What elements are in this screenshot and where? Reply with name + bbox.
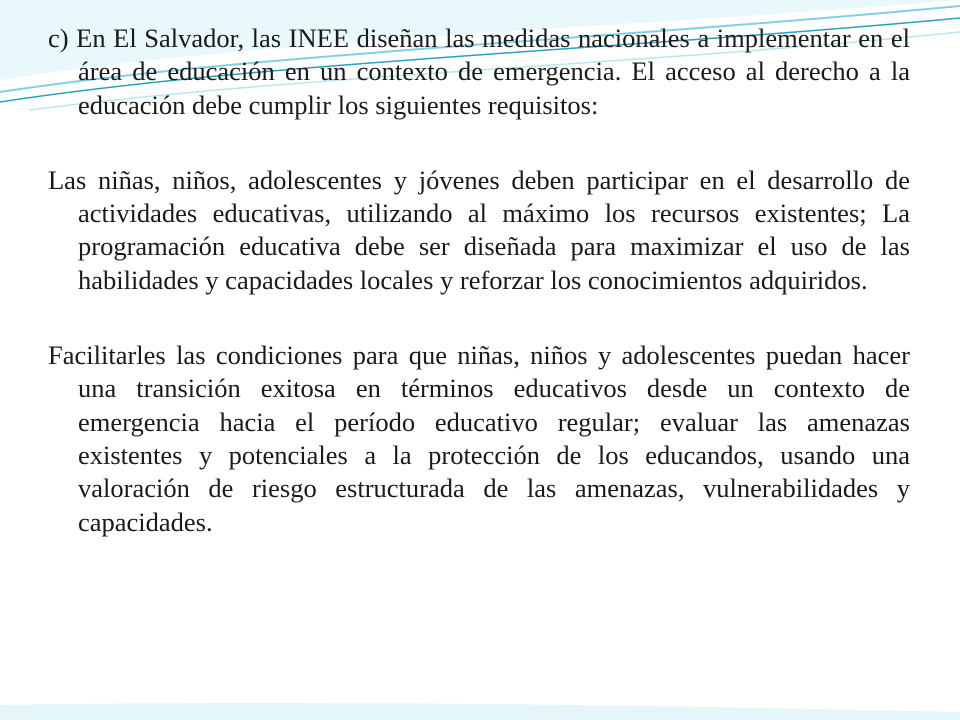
paragraph-intro: c) En El Salvador, las INEE diseñan las medidas nacionales a implementar en el área de educación en un contexto de emergencia. El acceso al derecho a la educación debe cumplir los siguientes requisitos:: [48, 23, 910, 120]
paragraph-participation: Las niñas, niños, adolescentes y jóvenes deben participar en el desarrollo de actividades educativas, utilizando al máximo los recursos existentes; La programación educativa debe ser diseñada para maximizar el uso de las habilidades y capacidades locales y reforzar los conocimientos adquiridos.: [48, 164, 910, 295]
wave-band-bottom: [0, 703, 960, 720]
slide-body: [48, 22, 910, 581]
paragraph-transition: Facilitarles las condiciones para que niñas, niños y adolescentes puedan hacer una transición exitosa en términos educativos desde un contexto de emergencia hacia el período educativo regular; evaluar las amenazas existentes y potenciales a la protección de los educandos, usando una valoración de riesgo estructurada de las amenazas, vulnerabilidades y capacidades.: [48, 340, 910, 537]
